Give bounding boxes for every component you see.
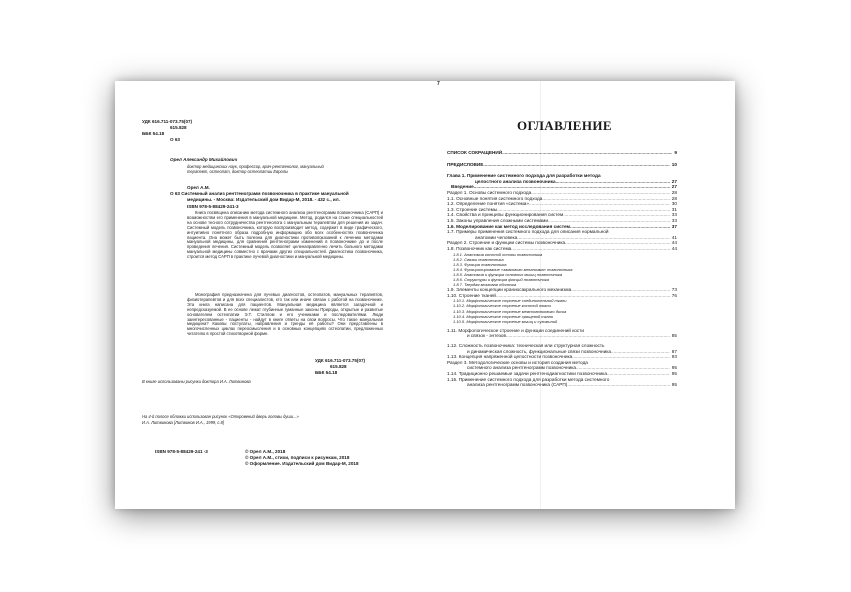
toc-subentry[interactable]: 1.8.2. Связки позвоночника: [453, 256, 504, 262]
toc-entry[interactable]: Введение ..... 27: [447, 184, 677, 190]
udk-sub-code: 615.828: [170, 125, 187, 130]
author-description-2: терапевт, остеопат, доктор остеопатии Европы: [187, 169, 289, 174]
toc-subentry[interactable]: 1.10.5. Морфологическое строение мышц и сухожилий: [453, 318, 558, 324]
toc-entry[interactable]: Раздел 1. Основы системного подхода ..... 28: [447, 190, 677, 196]
author-sign: О 63: [170, 137, 180, 142]
annotation-paragraph-2: Монография предназначена для лучевых диагностов, остеопатов, мануальных терапевтов, физиотерапевтов и для всех специалистов, кто так или иначе связан с работой на позвоночнике. Эта книга написана для пациентов. Мануальная медицина является загадочной и непредсказуемой. В ее основе лежат глубинные гуманные законы Природы, открытые и развитые основателем остеопатии Э.Т. Стиллом и его учениками и последователями. Люди заинтересованные - пациенты - найдут в книге ответы на свои вопросы. Что такое мануальная медицина? Каковы постулаты, направления и тренды её работы? Они представлены в многочисленных циклах переосмысления и в основных концепциях остеопатии, предложенных читателю в простой стихотворной форме.: [187, 292, 383, 337]
toc-entry-continued[interactable]: анализа рентгенограмм позвоночника (САРП) ..... 95: [447, 382, 677, 388]
cover-note-2: И.А. Литвинова [Литвинов И.А., 1999, с.8]: [142, 420, 225, 425]
toc-entry[interactable]: 1.14. Традиционно решаемые задачи рентгенодиагностики позвоночника ..... 95: [447, 371, 677, 377]
book-title-line-1: О 63 Системный анализ рентгенограмм позвоночника в практике мануальной: [170, 191, 349, 196]
toc-entry[interactable]: 1.2. Определение понятия «система» ..... 30: [447, 201, 677, 207]
toc-entry[interactable]: 1.10. Строение тканей ..... 76: [447, 293, 677, 299]
toc-entry[interactable]: 1.3. Строение системы ..... 31: [447, 207, 677, 213]
toc-subentry[interactable]: 1.8.7. Твердая мозговая оболочка: [453, 282, 517, 288]
udk-code-2: УДК 616.711-073.75(07): [315, 358, 366, 363]
book-spread: [115, 81, 735, 509]
copyright-2: © Орел А.М., стихи, подписи к рисункам, 2018: [245, 455, 350, 460]
bbk-code: ББК 54.18: [142, 131, 165, 136]
toc-subentry[interactable]: 1.8.6. Структуры и функция фасций позвоночника: [453, 276, 550, 282]
toc-entry[interactable]: 1.5. Законы управления сложными системами ..... 33: [447, 218, 677, 224]
toc-entry[interactable]: 1.4. Свойства и принципы функционирования систем ..... 33: [447, 212, 677, 218]
toc-subentry[interactable]: 1.10.1. Морфологическое строение соединительной ткани: [453, 298, 567, 304]
toc-entry[interactable]: 1.8. Позвоночник как система ..... 44: [447, 246, 677, 252]
cover-note-1: На 4-й полосе обложки использован рисунок «Откровений дверь головы души...»: [142, 414, 299, 419]
toc-entry-continued[interactable]: анатомии человека ..... 41: [447, 235, 677, 241]
drawings-note: В книге использованы рисунки доктора И.А. Литвинова: [142, 379, 251, 384]
toc-entry-continued[interactable]: целостного анализа позвоночника ..... 27: [447, 179, 677, 185]
toc-subentry[interactable]: 1.10.3. Морфологическое строение межпозвонкового диска: [453, 308, 567, 314]
toc-entry-continued[interactable]: системного анализа рентгенограмм позвоночника ..... 95: [447, 365, 677, 371]
toc-title: ОГЛАВЛЕНИЕ: [517, 118, 612, 133]
bbk-code-2: ББК 54.18: [315, 370, 338, 375]
toc-entry[interactable]: 1.6. Моделирование как метод исследования систем ..... 37: [447, 224, 677, 230]
udk-code: УДК 616.711-073.75(07): [142, 119, 193, 124]
isbn-1: ISBN 978-5-88429-241-3: [187, 204, 239, 209]
toc-entry[interactable]: 1.13. Концепция напряженной целостности позвоночника ..... 93: [447, 354, 677, 360]
author-name: Орел Александр Михайлович: [170, 157, 238, 162]
toc-entry[interactable]: Раздел 2. Строение и функции системы позвоночника ..... 44: [447, 240, 677, 246]
toc-entry[interactable]: 1.1. Основные понятия системного подхода ..... 28: [447, 196, 677, 202]
toc-entry[interactable]: 1.12. Сложность позвоночника: техническая или структурная сложность: [447, 343, 605, 348]
toc-subentry[interactable]: 1.8.1. Анатомия костной основы позвоночника: [453, 251, 543, 257]
toc-subentry[interactable]: 1.8.5. Анатомия и функция основных мышц позвоночника: [453, 271, 563, 277]
toc-subentry[interactable]: 1.10.2. Морфологическое строение костной ткани: [453, 303, 551, 309]
toc-entry[interactable]: 1.9. Элементы концепции краниосакрального механизма ..... 73: [447, 287, 677, 293]
toc-entry[interactable]: 1.7. Примеры применения системного подхода для описания нормальной: [447, 229, 609, 235]
toc-entry-continued[interactable]: и динамическая сложность, функциональные связи позвоночника ..... 87: [447, 349, 677, 355]
toc-entry[interactable]: СПИСОК СОКРАЩЕНИЙ ..... 9: [447, 150, 677, 156]
copyright-3: © Оформление. Издательский дом Видар-М, 2018: [245, 461, 359, 466]
toc-entry[interactable]: ПРЕДИСЛОВИЕ ..... 10: [447, 162, 677, 168]
table-of-contents: [447, 150, 677, 388]
page-number: 7: [437, 81, 440, 87]
toc-subentry[interactable]: 1.8.3. Функция позвоночника: [453, 261, 507, 267]
toc-entry[interactable]: 1.11. Морфологическое строение и функции соединений кости: [447, 327, 585, 333]
toc-subentry[interactable]: 1.8.4. Функционирование «замкового механизма» позвоночника: [453, 266, 573, 272]
toc-subentry[interactable]: 1.10.4. Морфологическое строение хрящевой ткани: [453, 313, 554, 319]
isbn-2: ISBN 978-5-88429-241 -3: [155, 449, 208, 454]
toc-entry-continued[interactable]: и связок - энтезов ..... 85: [447, 333, 677, 339]
toc-entry[interactable]: 1.15. Применение системного подхода для разработки метода системного: [447, 376, 610, 382]
toc-entry[interactable]: Раздел 3. Методологические основы и история создания метода: [447, 359, 588, 365]
author-short: Орел А.М.: [187, 185, 210, 190]
author-description-1: доктор медицинских наук, профессор, врач-рентгенолог, мануальный: [187, 164, 324, 169]
book-title-line-2: медицины. - Москва: Издательский дом Видар-М, 2018. - 432 с., ил.: [187, 197, 340, 202]
copyright-1: © Орел А.М., 2018: [245, 449, 286, 454]
annotation-paragraph-1: Книга посвящена описанию метода системного анализа рентгенограмм позвоночника (САРП) и возможностям его применения в мануальной медицине. Метод, родился на стыке специальностей на основе тесного сотрудничества рентгенолога с мануальным терапевтом для решения их задач. Системный модель позвоночника, которую воспроизводит метод, содержит в виде графического, интуитивно понятного образа подробную информацию обо всех особенностях позвоночника пациента. Она может быть полезна для диагностики противопоказаний к лечению методами мануальной медицины, для сравнения рентгенограмм изменений в позвоночнике до и после проведения лечения. Системный модель позволяет целенаправленно лечить больного методами мануальной медицины совместно с врачами других специальностей. Диагностика позвоночника, строится метод САРП в практике лучевой диагностики и мануальной медицины.: [187, 210, 383, 260]
toc-entry[interactable]: Глава 1. Применение системного подхода для разработки метода: [447, 173, 601, 179]
udk-sub-code-2: 615.828: [330, 364, 347, 369]
